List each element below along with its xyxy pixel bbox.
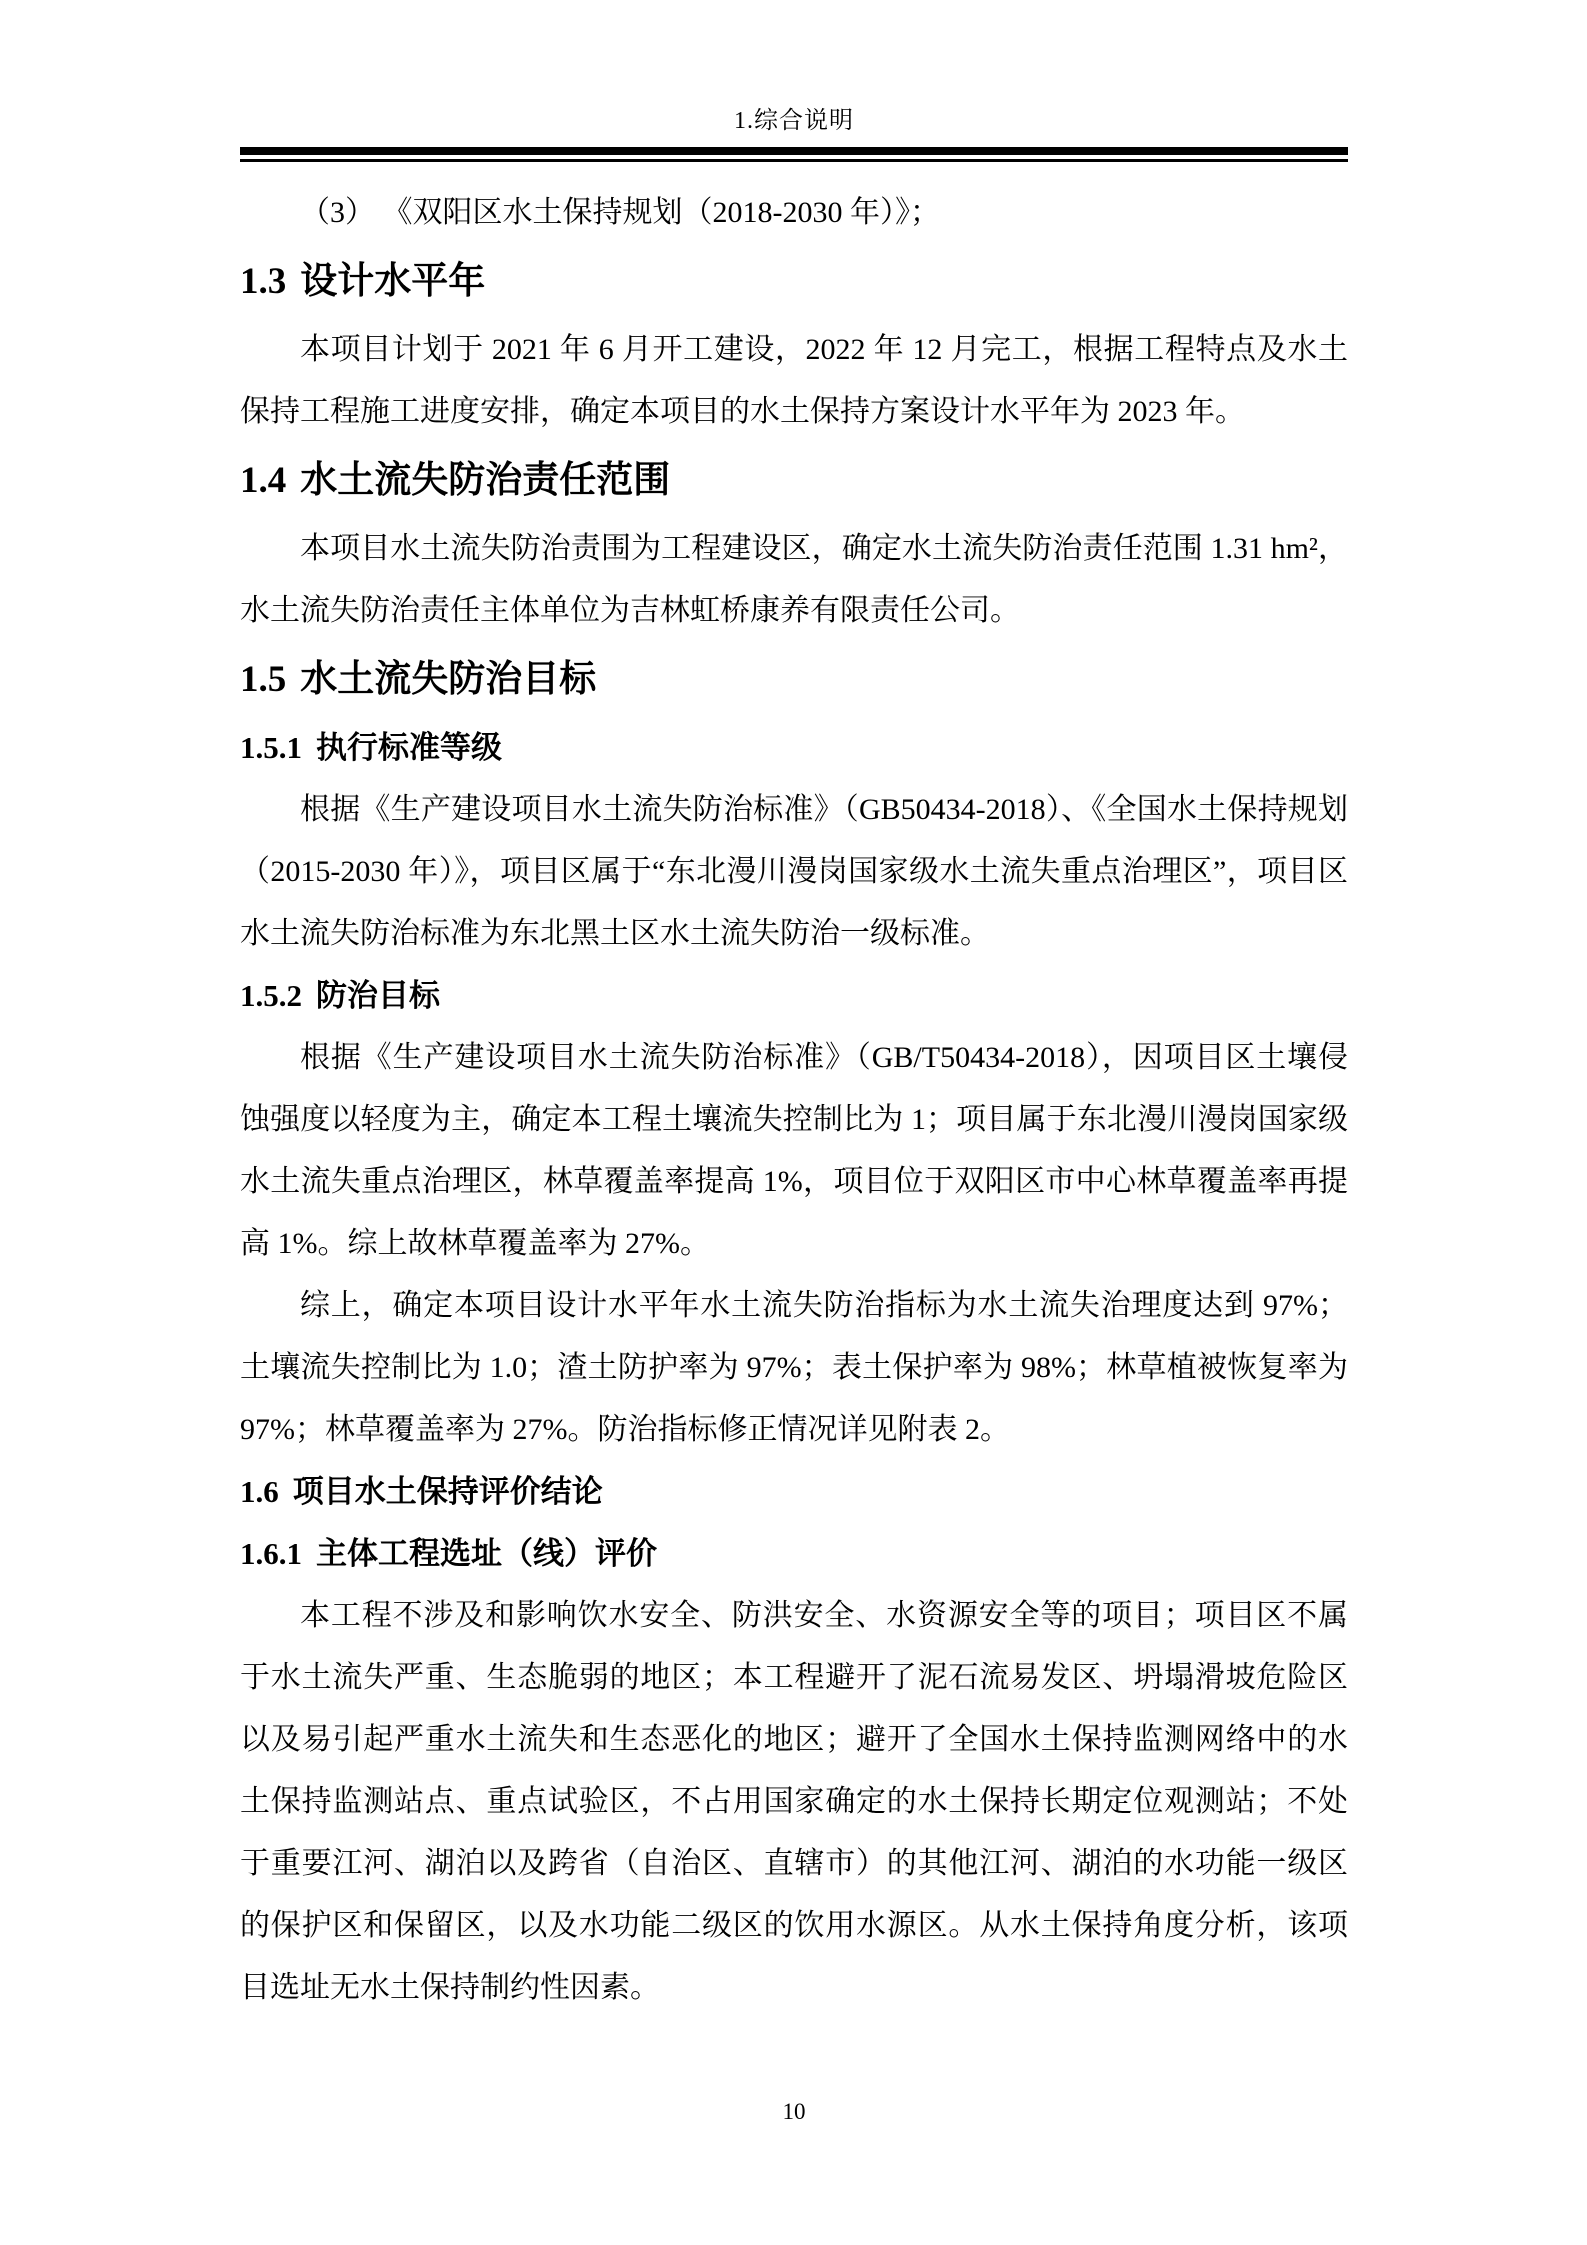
paragraph-standard-level: 根据《生产建设项目水土流失防治标准》（GB50434-2018）、《全国水土保持规划（2015-2030 年）》，项目区属于“东北漫川漫岗国家级水土流失重点治理区”，项目区水土流失防治标准为东北黑土区水土流失防治一级标准。	[240, 793, 1348, 950]
heading-title: 设计水平年	[300, 260, 486, 301]
paragraph-responsibility-scope: 本项目水土流失防治责围为工程建设区，确定水土流失防治责任范围 1.31 hm²，水土流失防治责任主体单位为吉林虹桥康养有限责任公司。	[240, 532, 1349, 627]
heading-number: 1.5.2	[240, 978, 302, 1013]
page-footer	[240, 2094, 1348, 2130]
heading-number: 1.5	[240, 659, 287, 700]
heading-1-5	[240, 642, 1348, 717]
heading-number: 1.5.1	[240, 730, 302, 765]
heading-title: 主体工程选址（线）评价	[316, 1536, 657, 1571]
heading-number: 1.6	[240, 1474, 279, 1509]
page-number: 10	[782, 2099, 806, 2124]
heading-1-5-2	[240, 965, 1348, 1027]
heading-1-6-1	[240, 1523, 1348, 1585]
paragraph-design-year: 本项目计划于 2021 年 6 月开工建设，2022 年 12 月完工，根据工程特点及水土保持工程施工进度安排，确定本项目的水土保持方案设计水平年为 2023 年。	[240, 333, 1348, 428]
heading-1-4	[240, 443, 1348, 518]
paragraph-target-summary: 综上，确定本项目设计水平年水土流失防治指标为水土流失治理度达到 97%；土壤流失控制比为 1.0；渣土防护率为 97%；表土保护率为 98%；林草植被恢复率为 97%；林草覆盖率为 27%。防治指标修正情况详见附表 2。	[240, 1289, 1348, 1446]
header-rule-thin	[240, 159, 1348, 162]
heading-title: 水土流失防治责任范围	[300, 459, 671, 500]
paragraph-site-selection: 本工程不涉及和影响饮水安全、防洪安全、水资源安全等的项目；项目区不属于水土流失严重、生态脆弱的地区；本工程避开了泥石流易发区、坍塌滑坡危险区以及易引起严重水土流失和生态恶化的地区；避开了全国水土保持监测网络中的水土保持监测站点、重点试验区，不占用国家确定的水土保持长期定位观测站；不处于重要江河、湖泊以及跨省（自治区、直辖市）的其他江河、湖泊的水功能一级区的保护区和保留区，以及水功能二级区的饮用水源区。从水土保持角度分析，该项目选址无水土保持制约性因素。	[240, 1599, 1348, 2004]
heading-1-6	[240, 1461, 1348, 1523]
heading-title: 执行标准等级	[316, 730, 502, 765]
heading-title: 防治目标	[316, 978, 440, 1013]
reference-list-item: （3） 《双阳区水土保持规划（2018-2030 年）》；	[300, 196, 940, 229]
heading-1-3	[240, 244, 1348, 319]
heading-title: 水土流失防治目标	[300, 658, 597, 699]
page-header	[240, 103, 1348, 139]
heading-title: 项目水土保持评价结论	[292, 1474, 603, 1509]
header-rule-thick	[240, 147, 1348, 155]
heading-number: 1.4	[240, 460, 287, 501]
heading-1-5-1	[240, 717, 1348, 779]
heading-number: 1.6.1	[240, 1536, 302, 1571]
page-header-title: 1.综合说明	[734, 108, 854, 134]
document-body	[240, 182, 1348, 2019]
heading-number: 1.3	[240, 261, 287, 302]
paragraph-control-targets: 根据《生产建设项目水土流失防治标准》（GB/T50434-2018），因项目区土壤侵蚀强度以轻度为主，确定本工程土壤流失控制比为 1；项目属于东北漫川漫岗国家级水土流失重点治理区，林草覆盖率提高 1%，项目位于双阳区市中心林草覆盖率再提高 1%。综上故林草覆盖率为 27%。	[240, 1041, 1348, 1260]
